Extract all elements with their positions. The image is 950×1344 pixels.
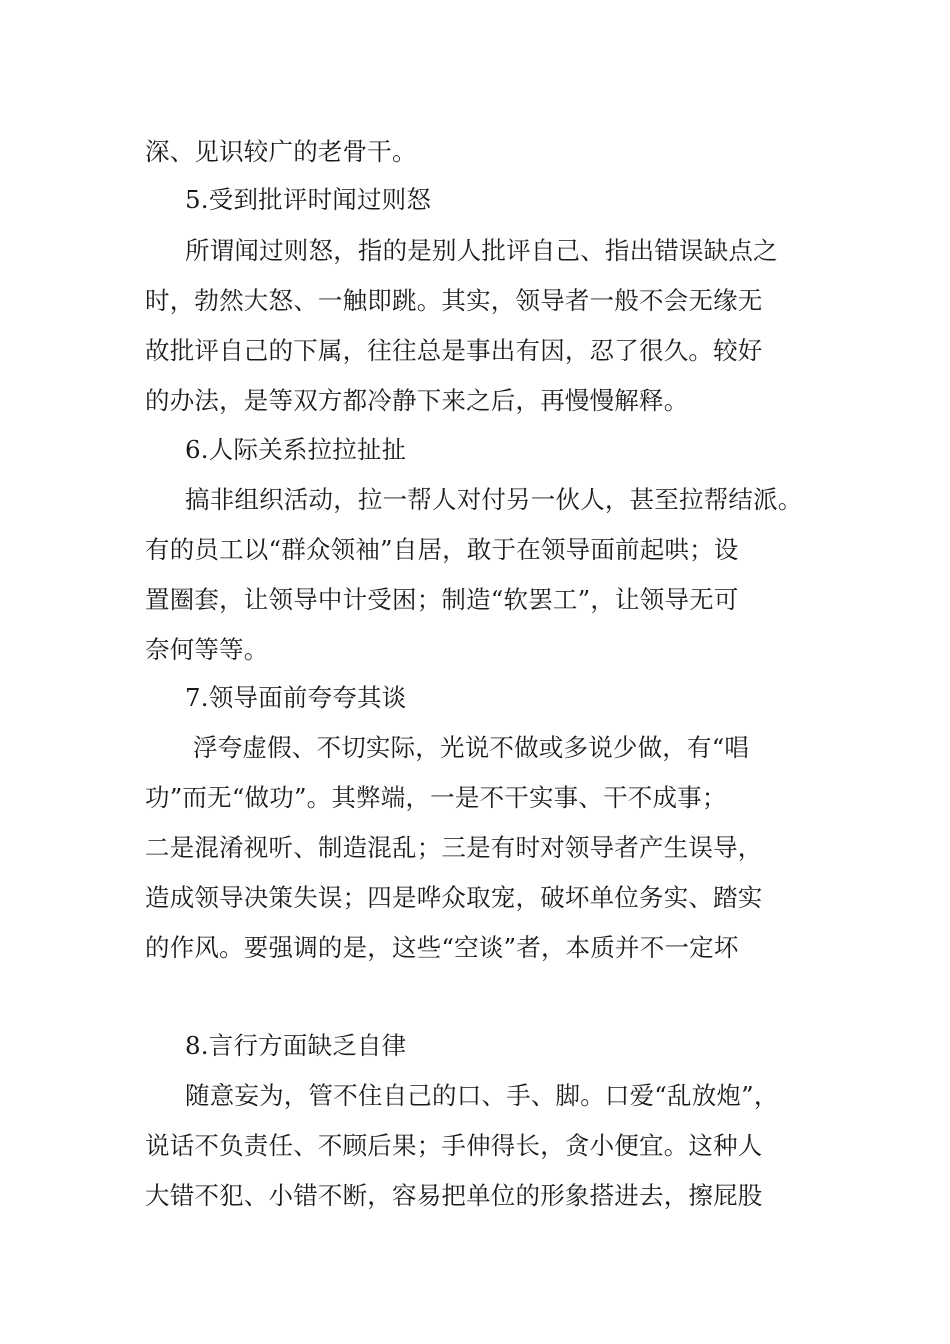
body-text-line: 深、见识较广的老骨干。 bbox=[145, 137, 417, 166]
body-text-line: 随意妄为，管不住自己的口、手、脚。口爱“乱放炮”， bbox=[185, 1081, 779, 1110]
body-text-line: 时，勃然大怒、一触即跳。其实，领导者一般不会无缘无 bbox=[145, 286, 763, 315]
section-heading-7: 7.领导面前夸夸其谈 bbox=[185, 683, 407, 712]
body-text-line: 说话不负责任、不顾后果；手伸得长，贪小便宜。这种人 bbox=[145, 1131, 763, 1160]
body-text-line: 的作风。要强调的是，这些“空谈”者，本质并不一定坏 bbox=[145, 933, 739, 962]
body-text-line: 故批评自己的下属，往往总是事出有因，忍了很久。较好 bbox=[145, 336, 763, 365]
body-text-line: 奈何等等。 bbox=[145, 635, 269, 664]
body-text-line: 置圈套，让领导中计受困；制造“软罢工”，让领导无可 bbox=[145, 585, 739, 614]
body-text-line: 大错不犯、小错不断，容易把单位的形象搭进去，擦屁股 bbox=[145, 1181, 763, 1210]
body-text-line: 所谓闻过则怒，指的是别人批评自己、指出错误缺点之 bbox=[185, 236, 778, 265]
body-text-line: 功”而无“做功”。其弊端，一是不干实事、干不成事； bbox=[145, 783, 727, 812]
section-heading-5: 5.受到批评时闻过则怒 bbox=[185, 185, 432, 214]
body-text-line: 浮夸虚假、不切实际，光说不做或多说少做，有“唱 bbox=[193, 733, 750, 762]
body-text-line: 有的员工以“群众领袖”自居，敢于在领导面前起哄；设 bbox=[145, 535, 739, 564]
body-text-line: 的办法，是等双方都冷静下来之后，再慢慢解释。 bbox=[145, 386, 689, 415]
body-text-line: 造成领导决策失误；四是哗众取宠，破坏单位务实、踏实 bbox=[145, 883, 763, 912]
section-heading-8: 8.言行方面缺乏自律 bbox=[185, 1031, 407, 1060]
body-text-line: 二是混淆视听、制造混乱；三是有时对领导者产生误导， bbox=[145, 833, 763, 862]
section-heading-6: 6.人际关系拉拉扯扯 bbox=[185, 435, 407, 464]
body-text-line: 搞非组织活动，拉一帮人对付另一伙人，甚至拉帮结派。 bbox=[185, 485, 803, 514]
